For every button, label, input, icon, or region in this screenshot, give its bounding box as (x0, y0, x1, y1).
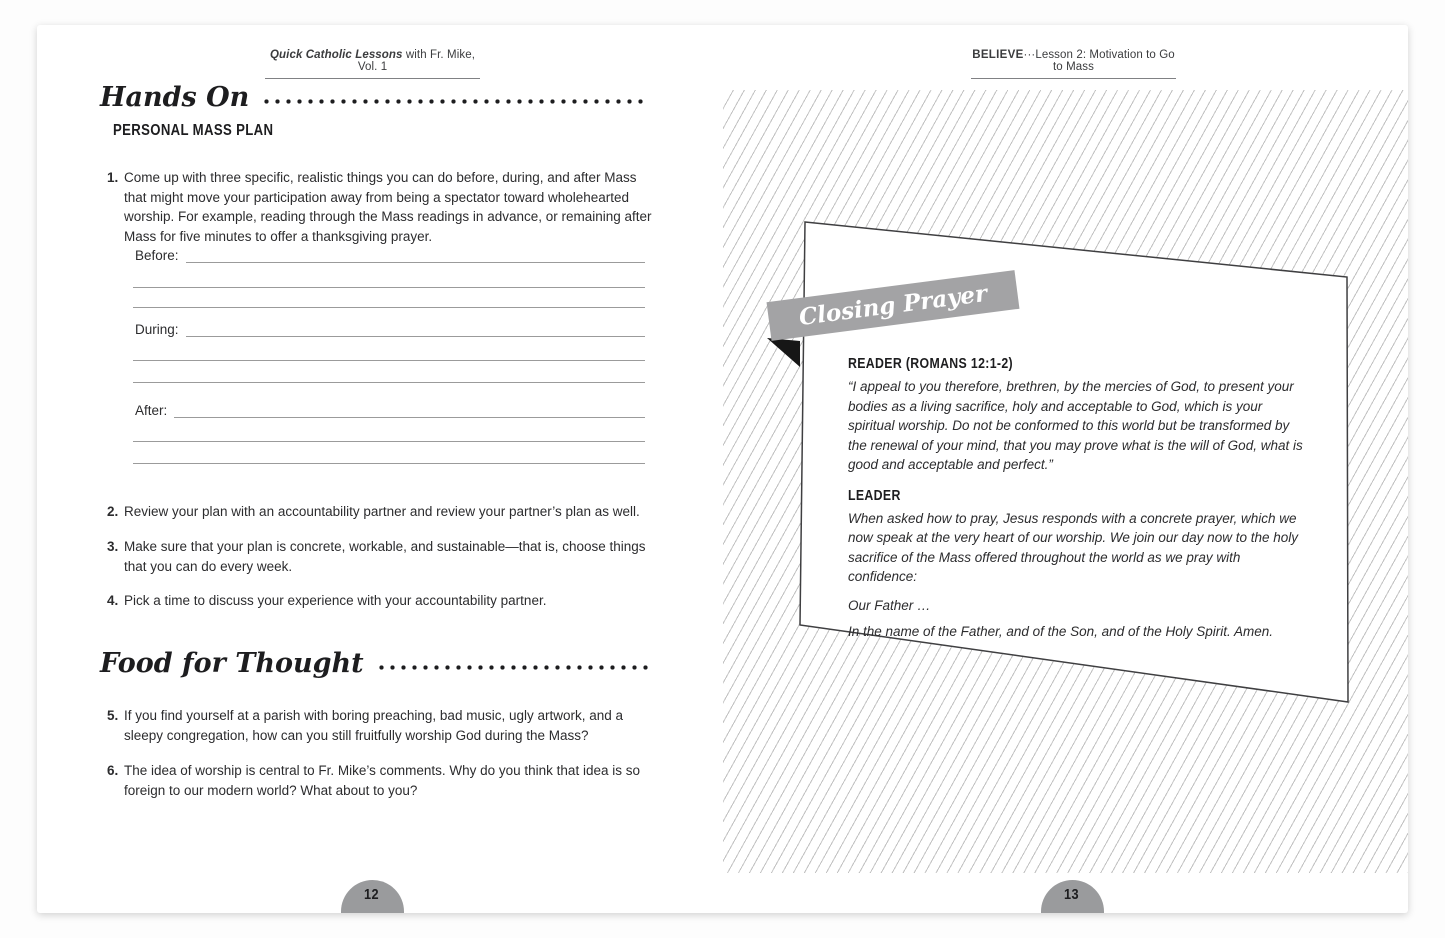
running-header-separator: ··· (1023, 49, 1036, 61)
personal-mass-plan-subtitle (113, 122, 302, 140)
food-for-thought-heading (100, 649, 648, 679)
write-in-line (133, 463, 645, 464)
write-in-line (133, 360, 645, 361)
item-number: 3. (107, 539, 119, 554)
left-running-header (265, 49, 480, 79)
hands-on-heading (100, 83, 648, 113)
running-header-series: Quick Catholic Lessons (269, 49, 403, 61)
right-running-header (971, 49, 1176, 79)
list-item (107, 591, 652, 611)
item-text: Make sure that your plan is concrete, workable, and sustainable—that is, choose things that you can do every week. (124, 539, 646, 574)
page-number-left (341, 880, 404, 913)
page-number-right (1041, 880, 1104, 913)
leader-heading-text: LEADER (848, 487, 901, 504)
item-number: 2. (107, 504, 119, 519)
write-in-line (174, 417, 645, 418)
plan-label: Before: (135, 248, 179, 263)
plan-label: During: (135, 322, 179, 337)
write-in-line (133, 307, 645, 308)
item-text: The idea of worship is central to Fr. Mike’s comments. Why do you think that idea is so foreign to our modern world? What about to you? (124, 763, 640, 798)
our-father-line: Our Father … (848, 597, 931, 613)
ribbon-fold-triangle (767, 338, 800, 367)
item-number: 4. (107, 593, 119, 608)
reader-heading (848, 356, 1306, 372)
running-header-brand: BELIEVE (972, 49, 1024, 61)
running-header-rest: with Fr. Mike, Vol. 1 (357, 49, 475, 73)
leader-text: When asked how to pray, Jesus responds with a concrete prayer, which we now speak at the very heart of our worship. We join our day now to the holy sacrifice of the Mass offered throughout the world as we pray with confidence: (848, 510, 1298, 584)
list-item (107, 537, 652, 576)
item-text: Review your plan with an accountability partner and review your partner’s plan as well. (124, 504, 640, 519)
page-number-text: 12 (363, 886, 379, 903)
closing-prayer-title: Closing Prayer (797, 279, 989, 331)
plan-row-before (135, 245, 645, 263)
write-in-line (186, 336, 645, 337)
reader-text: “I appeal to you therefore, brethren, by the mercies of God, to present your bodies as a living sacrifice, holy and acceptable to God, which is your spiritual worship. Do not be conformed to this world but be transformed by the renewal of your mind, that you may prove what is the will of God, what is good and acceptable and perfect.” (848, 379, 1303, 472)
book-spread (37, 25, 1408, 913)
write-in-line (133, 382, 645, 383)
sign-of-cross-line: In the name of the Father, and of the Son, and of the Holy Spirit. Amen. (848, 623, 1274, 639)
food-for-thought-title: Food for Thought (100, 648, 364, 679)
page-number-text: 13 (1063, 886, 1079, 903)
item-number: 5. (107, 708, 119, 723)
plan-label: After: (135, 403, 168, 418)
personal-mass-plan-label: PERSONAL MASS PLAN (113, 122, 274, 139)
reader-heading-text: READER (ROMANS 12:1-2) (848, 356, 1013, 372)
dot-leader (376, 665, 648, 670)
diagonal-stripe-panel (723, 90, 1408, 873)
list-item (107, 706, 652, 745)
list-item (107, 168, 652, 246)
running-header-lesson: Lesson 2: Motivation to Go to Mass (1035, 49, 1175, 73)
item-number: 6. (107, 763, 119, 778)
item-text: Pick a time to discuss your experience with your accountability partner. (124, 593, 547, 608)
plan-row-after (135, 400, 645, 418)
list-item (107, 502, 652, 522)
dot-leader (261, 99, 648, 104)
item-number: 1. (107, 170, 119, 185)
leader-heading (848, 488, 1306, 504)
item-text: If you find yourself at a parish with boring preaching, bad music, ugly artwork, and a sleepy congregation, how can you still fruitfully worship God during the Mass? (124, 708, 624, 743)
list-item (107, 761, 652, 800)
hands-on-title: Hands On (100, 82, 250, 113)
write-in-line (186, 262, 645, 263)
plan-row-during (135, 319, 645, 337)
write-in-line (133, 287, 645, 288)
write-in-line (133, 441, 645, 442)
closing-prayer-content (848, 356, 1306, 639)
item-text: Come up with three specific, realistic things you can do before, during, and after Mass that might move your participation away from being a spectator toward wholehearted worship. For example, reading through the Mass readings in advance, or remaining after Mass for five minutes to offer a thanksgiving prayer. (124, 170, 652, 244)
